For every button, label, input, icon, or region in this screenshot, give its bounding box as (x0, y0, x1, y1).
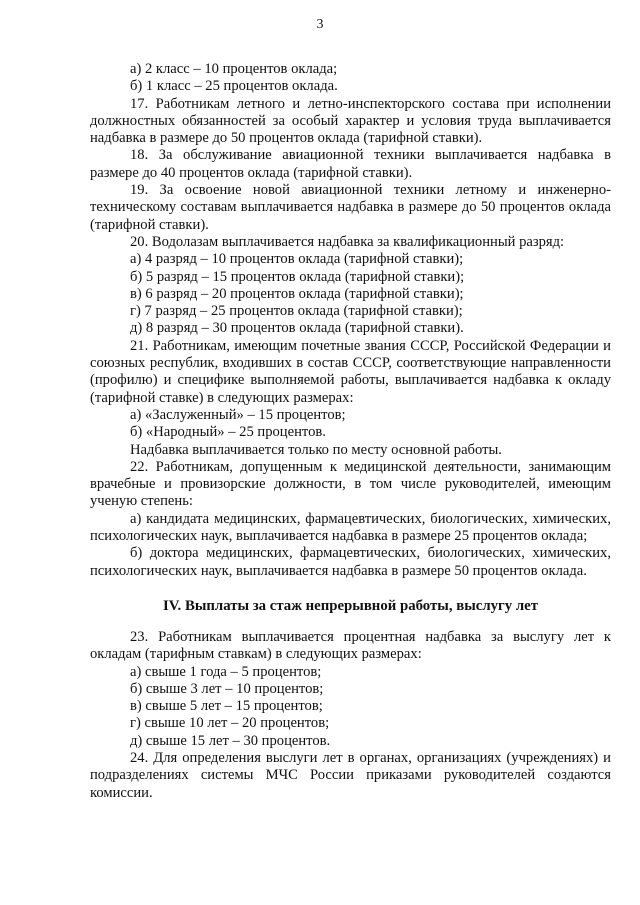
list-item-doctor: б) доктора медицинских, фармацевтических, биологических, химических, психологических наук, выплачивается надбавка в размере 50 процентов оклада. (90, 545, 611, 579)
clause-21: 21. Работникам, имеющим почетные звания СССР, Российской Федерации и союзных республик, входивших в состав СССР, соответствующие направленности (профилю) и специфике выполняемой работы, выплачивается надбавка к окладу (тарифной ставке) в следующих размерах: (90, 337, 611, 406)
list-item-grade-5: б) 5 разряд – 15 процентов оклада (тарифной ставки); (130, 268, 465, 285)
list-item-service-3: б) свыше 3 лет – 10 процентов; (130, 680, 324, 697)
list-item-grade-4: а) 4 разряд – 10 процентов оклада (тарифной ставки); (130, 251, 464, 268)
list-item-class-2: а) 2 класс – 10 процентов оклада; (130, 61, 338, 77)
section-heading: IV. Выплаты за стаж непрерывной работы, выслугу лет (163, 597, 538, 614)
clause-17: 17. Работникам летного и летно-инспекторского состава при исполнении должностных обязанностей за особый характер и условия труда выплачивается надбавка в размере до 50 процентов оклада (тарифной ставки). (90, 95, 611, 147)
clause-21-note: Надбавка выплачивается только по месту основной работы. (130, 441, 502, 458)
list-item-service-15: д) свыше 15 лет – 30 процентов. (130, 732, 331, 749)
clause-23: 23. Работникам выплачивается процентная надбавка за выслугу лет к окладам (тарифным ставкам) в следующих размерах: (90, 628, 611, 663)
list-item-service-10: г) свыше 10 лет – 20 процентов; (130, 715, 330, 732)
page-number: 3 (316, 17, 324, 32)
clause-19: 19. За освоение новой авиационной техники летному и инженерно-техническому составам выплачивается надбавка в размере до 50 процентов оклада (тарифной ставки). (90, 182, 611, 233)
document-body (90, 61, 611, 802)
clause-22: 22. Работникам, допущенным к медицинской деятельности, занимающим врачебные и провизорские должности, в том числе руководителей, имеющим ученую степень: (90, 458, 611, 510)
clause-20: 20. Водолазам выплачивается надбавка за квалификационный разряд: (130, 233, 565, 250)
list-item-peoples: б) «Народный» – 25 процентов. (130, 424, 326, 441)
list-item-grade-8: д) 8 разряд – 30 процентов оклада (тарифной ставки). (130, 320, 464, 337)
list-item-candidate: а) кандидата медицинских, фармацевтических, биологических, химических, психологических наук, выплачивается надбавка в размере 25 процентов оклада; (90, 510, 611, 545)
list-item-class-1: б) 1 класс – 25 процентов оклада. (130, 78, 338, 95)
clause-24: 24. Для определения выслуги лет в органах, организациях (учреждениях) и подразделениях системы МЧС России приказами руководителей создаются комиссии. (90, 749, 611, 801)
clause-18: 18. За обслуживание авиационной техники выплачивается надбавка в размере до 40 процентов оклада (тарифной ставки). (90, 147, 611, 181)
list-item-grade-7: г) 7 разряд – 25 процентов оклада (тарифной ставки); (130, 303, 463, 320)
list-item-service-1: а) свыше 1 года – 5 процентов; (130, 663, 322, 680)
list-item-honored: а) «Заслуженный» – 15 процентов; (130, 406, 346, 423)
list-item-grade-6: в) 6 разряд – 20 процентов оклада (тарифной ставки); (130, 285, 464, 302)
list-item-service-5: в) свыше 5 лет – 15 процентов; (130, 698, 323, 715)
